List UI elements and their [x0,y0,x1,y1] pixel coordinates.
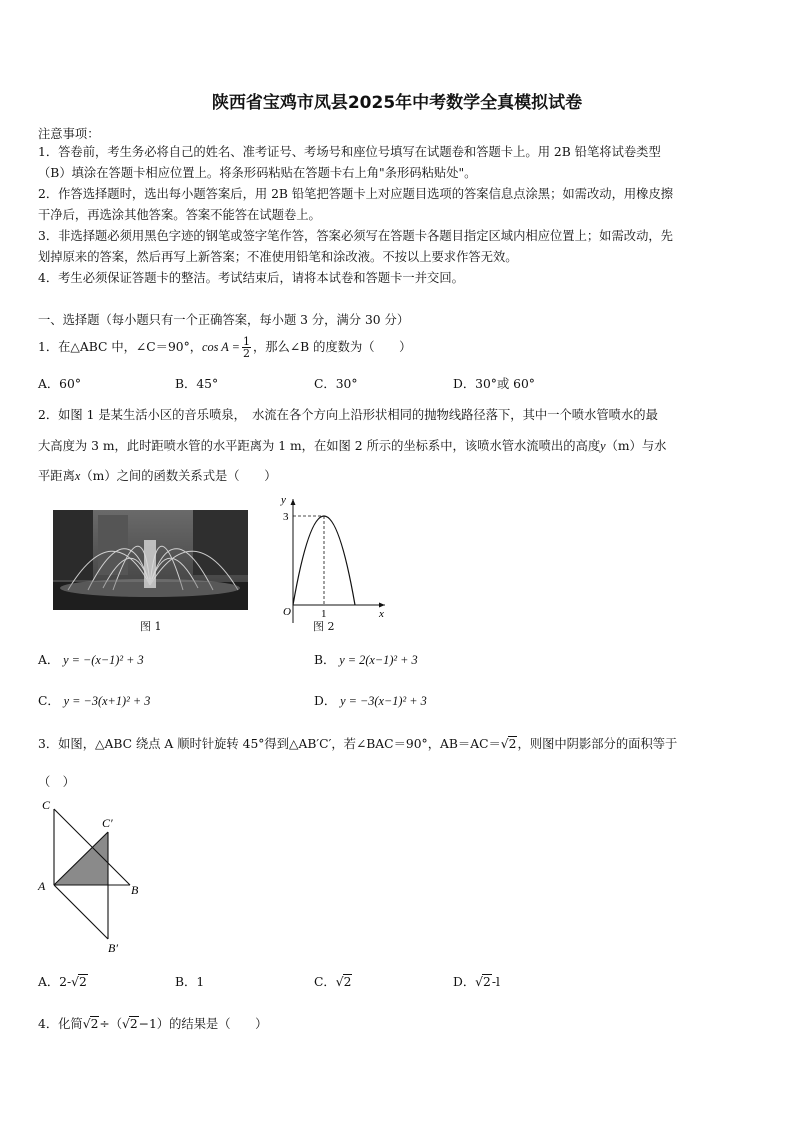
q1-option-d: D．30°或 60° [453,377,535,391]
q3-line-1-text: 3．如图，△ABC 绕点 A 顺时针旋转 45°得到△AB′C′，若∠BAC＝90°，AB＝AC＝ [38,737,501,751]
q3-option-d-label: D． [453,975,476,989]
notice-line: （B）填涂在答题卡相应位置上。将条形码粘贴在答题卡右上角"条形码粘贴处"。 [38,166,477,180]
q4-sqrt-1: 2 [90,1017,99,1031]
question-4: 4．化简√2÷（√2−1）的结果是（ ） [38,1017,268,1031]
notice-heading: 注意事项： [38,127,100,141]
fig2-caption: 图 2 [313,620,335,633]
q3-option-d-tail: -l [491,975,500,989]
q2-option-b-formula: y = 2(x−1)² + 3 [339,653,418,667]
q2-line-2-text: 大高度为 3 m，此时距喷水管的水平距离为 1 m，在如图 2 所示的坐标系中，该喷水管水流喷出的高度 [38,439,601,453]
q2-line-2 [38,436,666,454]
y-tick-label: 3 [283,511,289,523]
q2-option-c [38,691,150,709]
q3-option-c: C．√2 [314,975,352,989]
q3-option-d: D．√2-l [453,975,500,989]
q2-line-3-tail: （m）之间的函数关系式是（ ） [80,469,277,483]
q2-line-1: 2．如图 1 是某生活小区的音乐喷泉， 水流在各个方向上沿形状相同的抛物线路径落下，其中一个喷水管喷水的最 [38,408,658,422]
q4-sqrt-2: 2 [129,1017,138,1031]
q1-option-b: B．45° [175,377,219,391]
fig1-caption: 图 1 [140,620,162,633]
fountain-photo [53,510,248,610]
q2-option-d [314,691,427,709]
q3-option-c-label: C． [314,975,336,989]
origin-label: O [283,606,291,618]
q2-var-y: y [600,439,606,453]
label-B-prime: B′ [108,941,118,955]
notice-line: 4．考生必须保证答题卡的整洁。考试结束后，请将本试卷和答题卡一并交回。 [38,271,464,285]
x-axis-label: x [379,608,384,620]
q1-option-c: C．30° [314,377,358,391]
notice-line: 3．非选择题必须用黑色字迹的钢笔或签字笔作答，答案必须写在答题卡各题目指定区域内相应位置上；如需改动，先 [38,229,673,243]
q1-denominator: 2 [242,347,250,360]
page-title: 陕西省宝鸡市凤县2025年中考数学全真模拟试卷 [211,93,583,113]
segment-AB1 [54,885,108,939]
q1-numerator: 1 [242,335,250,348]
q2-var-x: x [74,469,81,483]
q2-option-c-formula: y = −3(x+1)² + 3 [63,694,151,708]
q2-option-b [314,650,418,668]
x-tick-label: 1 [321,608,327,620]
x-axis-arrow [379,603,385,608]
q3-option-a-label: A．2- [38,975,72,989]
q1-prefix: 1．在△ABC 中，∠C＝90°， [38,340,203,354]
q3-sqrt-value: 2 [508,737,517,751]
q1-fraction [242,336,251,359]
q2-option-a-formula: y = −(x−1)² + 3 [63,653,144,667]
parabola-graph [275,493,395,631]
q2-option-d-label: D． [314,694,337,708]
q2-line-3 [38,466,277,484]
q1-suffix: ，那么∠B 的度数为（ ） [252,340,412,354]
notice-line: 划掉原来的答案，然后再写上新答案；不准使用铅笔和涂改液。不按以上要求作答无效。 [38,250,518,264]
q3-option-d-sqrt: 2 [483,975,491,989]
y-axis-label: y [281,494,286,506]
label-C: C [42,798,51,812]
notice-line: 2．作答选择题时，选出每小题答案后，用 2B 铅笔把答题卡上对应题目选项的答案信息点涂黑；如需改动，用橡皮擦 [38,187,674,201]
q2-option-a-label: A． [38,653,60,667]
q3-option-b-label: B．1 [175,975,205,989]
q4-suffix: −1）的结果是（ ） [138,1017,268,1031]
label-B: B [131,883,139,897]
q3-option-a: A．2-√2 [38,975,87,989]
q4-prefix: 4．化简 [38,1017,83,1031]
q3-line-1-tail: ，则图中阴影部分的面积等于 [517,737,678,751]
label-C-prime: C′ [102,816,113,830]
section-heading: 一、选择题（每小题只有一个正确答案，每小题 3 分，满分 30 分） [38,313,410,327]
y-axis-arrow [291,499,296,505]
q2-option-a [38,650,144,668]
q1-cos: cos A = [202,340,240,354]
notice-line: 干净后，再选涂其他答案。答案不能答在试题卷上。 [38,208,321,222]
q3-option-c-sqrt: 2 [343,975,352,989]
q2-option-b-label: B． [314,653,336,667]
q3-line-1: 3．如图，△ABC 绕点 A 顺时针旋转 45°得到△AB′C′，若∠BAC＝90°，AB＝AC＝√2，则图中阴影部分的面积等于 [38,737,678,751]
q3-option-a-sqrt: 2 [79,975,87,989]
q2-option-d-formula: y = −3(x−1)² + 3 [340,694,427,708]
rotation-figure [36,796,156,956]
label-A: A [38,879,46,893]
q3-line-2: （ ） [38,775,75,789]
q3-option-b [175,972,204,990]
q2-line-2-tail: （m）与水 [605,439,667,453]
notice-line: 1．答卷前，考生务必将自己的姓名、准考证号、考场号和座位号填写在试题卷和答题卡上。用 2B 铅笔将试卷类型 [38,145,661,159]
q1-option-a: A．60° [38,377,81,391]
question-1 [38,336,411,359]
q4-divide: ÷（ [99,1017,122,1031]
q2-option-c-label: C． [38,694,60,708]
q2-line-3-text: 平距离 [38,469,75,483]
